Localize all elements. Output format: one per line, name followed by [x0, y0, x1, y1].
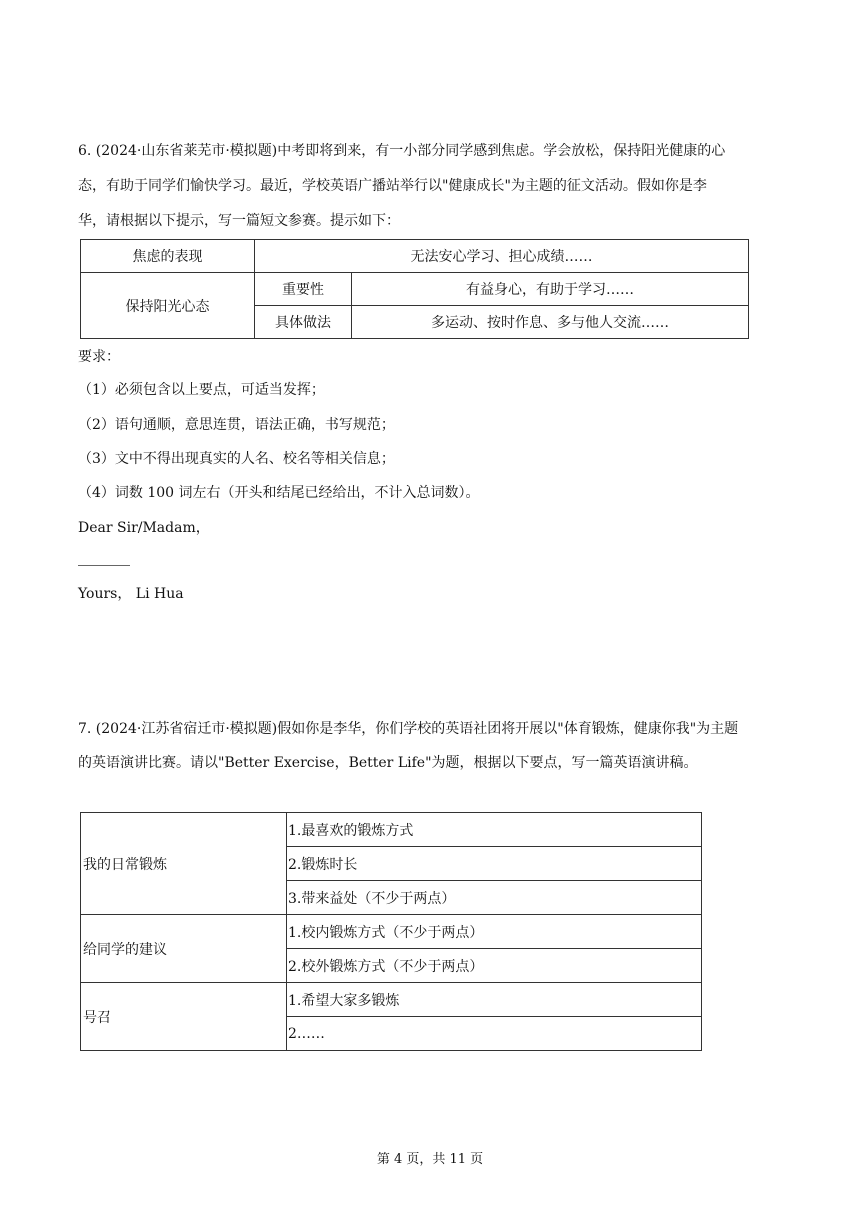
- table-row: [81, 915, 702, 949]
- letter-greeting: Dear Sir/Madam，: [78, 520, 210, 536]
- q6-table: [80, 239, 749, 339]
- table-cell: 重要性: [255, 273, 352, 306]
- requirement-4: （4）词数 100 词左右（开头和结尾已经给出，不计入总词数）。: [78, 485, 480, 501]
- table-row: [81, 813, 702, 847]
- q6-line-3: 华，请根据以下提示，写一篇短文参赛。提示如下：: [78, 213, 400, 229]
- table-cell: 3.带来益处（不少于两点）: [287, 881, 702, 915]
- table-cell: 保持阳光心态: [81, 273, 255, 339]
- table-cell: 给同学的建议: [81, 915, 287, 983]
- requirements-title: 要求：: [78, 349, 120, 365]
- table-row: [81, 983, 702, 1017]
- table-cell: 2.校外锻炼方式（不少于两点）: [287, 949, 702, 983]
- q6-line-2: 态，有助于同学们愉快学习。最近，学校英语广播站举行以"健康成长"为主题的征文活动。假如你是李: [78, 178, 707, 194]
- q6-line-1: 6. (2024·山东省莱芜市·模拟题)中考即将到来，有一小部分同学感到焦虑。学会放松，保持阳光健康的心: [78, 143, 726, 159]
- answer-blank-line: [78, 565, 130, 566]
- table-cell: 2.锻炼时长: [287, 847, 702, 881]
- table-cell: 多运动、按时作息、多与他人交流……: [352, 306, 749, 339]
- requirement-1: （1）必须包含以上要点，可适当发挥；: [78, 382, 325, 398]
- q7-line-2: 的英语演讲比赛。请以"Better Exercise，Better Life"为题，根据以下要点，写一篇英语演讲稿。: [78, 755, 698, 771]
- table-cell: 1.最喜欢的锻炼方式: [287, 813, 702, 847]
- table-cell: 2……: [287, 1017, 702, 1051]
- table-cell: 无法安心学习、担心成绩……: [255, 240, 749, 273]
- letter-closing: Yours， Li Hua: [78, 586, 184, 602]
- table-cell: 有益身心，有助于学习……: [352, 273, 749, 306]
- table-cell: 1.希望大家多锻炼: [287, 983, 702, 1017]
- table-cell: 1.校内锻炼方式（不少于两点）: [287, 915, 702, 949]
- table-cell: 具体做法: [255, 306, 352, 339]
- table-row: [81, 273, 749, 306]
- table-row: [81, 240, 749, 273]
- page-footer: 第 4 页，共 11 页: [376, 1152, 484, 1167]
- q7-line-1: 7. (2024·江苏省宿迁市·模拟题)假如你是李华，你们学校的英语社团将开展以"体育锻炼，健康你我"为主题: [78, 721, 739, 737]
- table-cell: 我的日常锻炼: [81, 813, 287, 915]
- requirement-3: （3）文中不得出现真实的人名、校名等相关信息；: [78, 451, 395, 467]
- table-cell: 号召: [81, 983, 287, 1051]
- requirement-2: （2）语句通顺，意思连贯，语法正确，书写规范；: [78, 417, 395, 433]
- table-cell: 焦虑的表现: [81, 240, 255, 273]
- q7-table: [80, 812, 702, 1051]
